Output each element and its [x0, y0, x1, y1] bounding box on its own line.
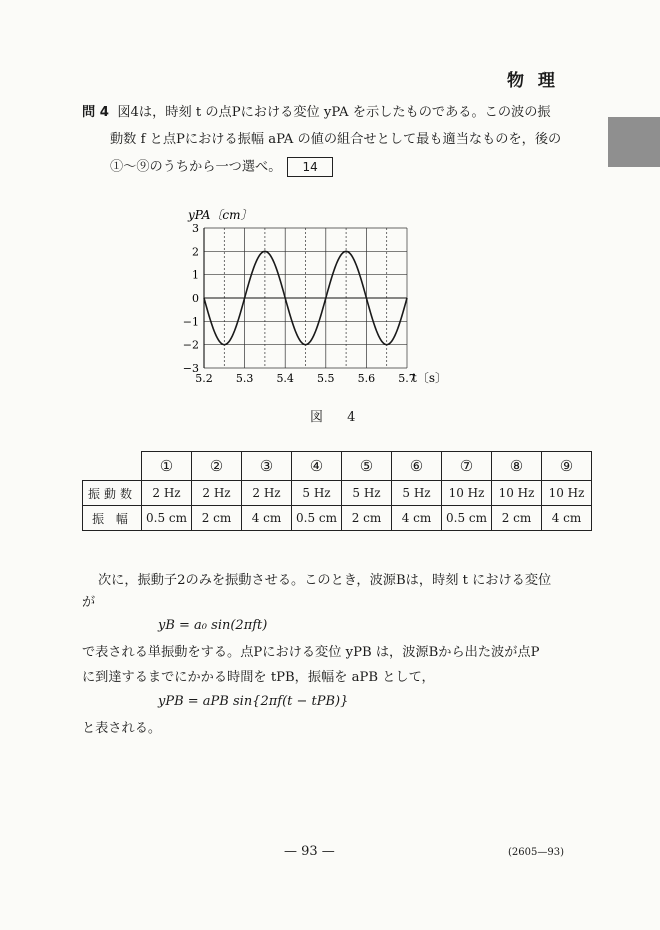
question-line-3 — [110, 157, 333, 178]
section-tab-marker — [608, 117, 660, 167]
figure-caption: 図 4 — [310, 410, 366, 425]
x-tick-label: 5.4 — [276, 372, 294, 385]
y-axis-label: yPA〔cm〕 — [188, 208, 253, 222]
equation-ypb: yPB = aPB sin{2πf(t − tPB)} — [158, 694, 349, 709]
amplitude-cell: 4 cm — [392, 506, 442, 531]
frequency-row — [83, 481, 592, 506]
amplitude-cell: 0.5 cm — [292, 506, 342, 531]
frequency-cell: 2 Hz — [142, 481, 192, 506]
frequency-cell: 2 Hz — [242, 481, 292, 506]
options-table — [82, 451, 592, 531]
paragraph-1-line-1: 次に，振動子2のみを振動させる。このとき，波源Bは，時刻 t における変位 — [98, 573, 552, 588]
y-tick-label: 1 — [192, 268, 199, 282]
amplitude-cell: 2 cm — [192, 506, 242, 531]
x-tick-label: 5.2 — [195, 372, 213, 385]
option-number: ⑨ — [542, 452, 592, 481]
frequency-cell: 10 Hz — [442, 481, 492, 506]
option-number: ⑤ — [342, 452, 392, 481]
figure-4-chart — [180, 208, 450, 398]
x-tick-label: 5.7 — [398, 372, 416, 385]
options-corner-cell — [83, 452, 142, 481]
amplitude-cell: 4 cm — [542, 506, 592, 531]
x-axis-label: t〔s〕 — [412, 371, 447, 385]
y-tick-label: −3 — [182, 362, 199, 375]
y-tick-label: 0 — [192, 292, 199, 305]
page-number: — 93 — — [284, 844, 335, 859]
amplitude-cell: 0.5 cm — [142, 506, 192, 531]
subject-header: 物 理 — [507, 71, 559, 91]
y-tick-label: −2 — [182, 338, 199, 352]
paragraph-2-line-1: で表される単振動をする。点Pにおける変位 yPB は，波源Bから出た波が点P — [82, 645, 540, 660]
question-text-3: ①〜⑨のうちから一つ選べ。 — [110, 159, 282, 175]
frequency-cell: 5 Hz — [392, 481, 442, 506]
question-number: 問 4 — [82, 105, 109, 120]
option-number: ③ — [242, 452, 292, 481]
option-number: ⑦ — [442, 452, 492, 481]
frequency-cell: 10 Hz — [492, 481, 542, 506]
options-header-row — [83, 452, 592, 481]
answer-box[interactable]: 14 — [287, 157, 332, 177]
option-number: ① — [142, 452, 192, 481]
question-text-2: 動数 f と点Pにおける振幅 aPA の値の組合せとして最も適当なものを，後の — [110, 132, 562, 147]
amplitude-cell: 4 cm — [242, 506, 292, 531]
x-tick-label: 5.6 — [357, 372, 376, 385]
paragraph-2-line-2: に到達するまでにかかる時間を tPB，振幅を aPB として， — [82, 670, 435, 685]
question-line-1 — [82, 103, 551, 123]
frequency-cell: 5 Hz — [292, 481, 342, 506]
frequency-cell: 5 Hz — [342, 481, 392, 506]
question-text-1: 図4は，時刻 t の点Pにおける変位 yPA を示したものである。この波の振 — [117, 105, 551, 120]
option-number: ⑥ — [392, 452, 442, 481]
option-number: ② — [192, 452, 242, 481]
option-number: ④ — [292, 452, 342, 481]
y-tick-label: −1 — [182, 315, 199, 329]
amplitude-cell: 2 cm — [492, 506, 542, 531]
row-label-frequency: 振動数 — [83, 481, 142, 506]
row-label-amplitude: 振 幅 — [83, 506, 142, 531]
y-tick-label: 2 — [192, 245, 199, 259]
paragraph-1-line-2: が — [82, 595, 96, 610]
frequency-cell: 10 Hz — [542, 481, 592, 506]
option-number: ⑧ — [492, 452, 542, 481]
page-code: (2605—93) — [508, 847, 564, 858]
amplitude-row — [83, 506, 592, 531]
amplitude-cell: 0.5 cm — [442, 506, 492, 531]
amplitude-cell: 2 cm — [342, 506, 392, 531]
frequency-cell: 2 Hz — [192, 481, 242, 506]
equation-yb: yB = a₀ sin(2πft) — [158, 618, 268, 633]
paragraph-3: と表される。 — [82, 721, 162, 736]
chart-ticks — [183, 222, 416, 385]
x-tick-label: 5.3 — [235, 372, 254, 385]
y-tick-label: 3 — [192, 222, 199, 235]
x-tick-label: 5.5 — [317, 372, 335, 385]
